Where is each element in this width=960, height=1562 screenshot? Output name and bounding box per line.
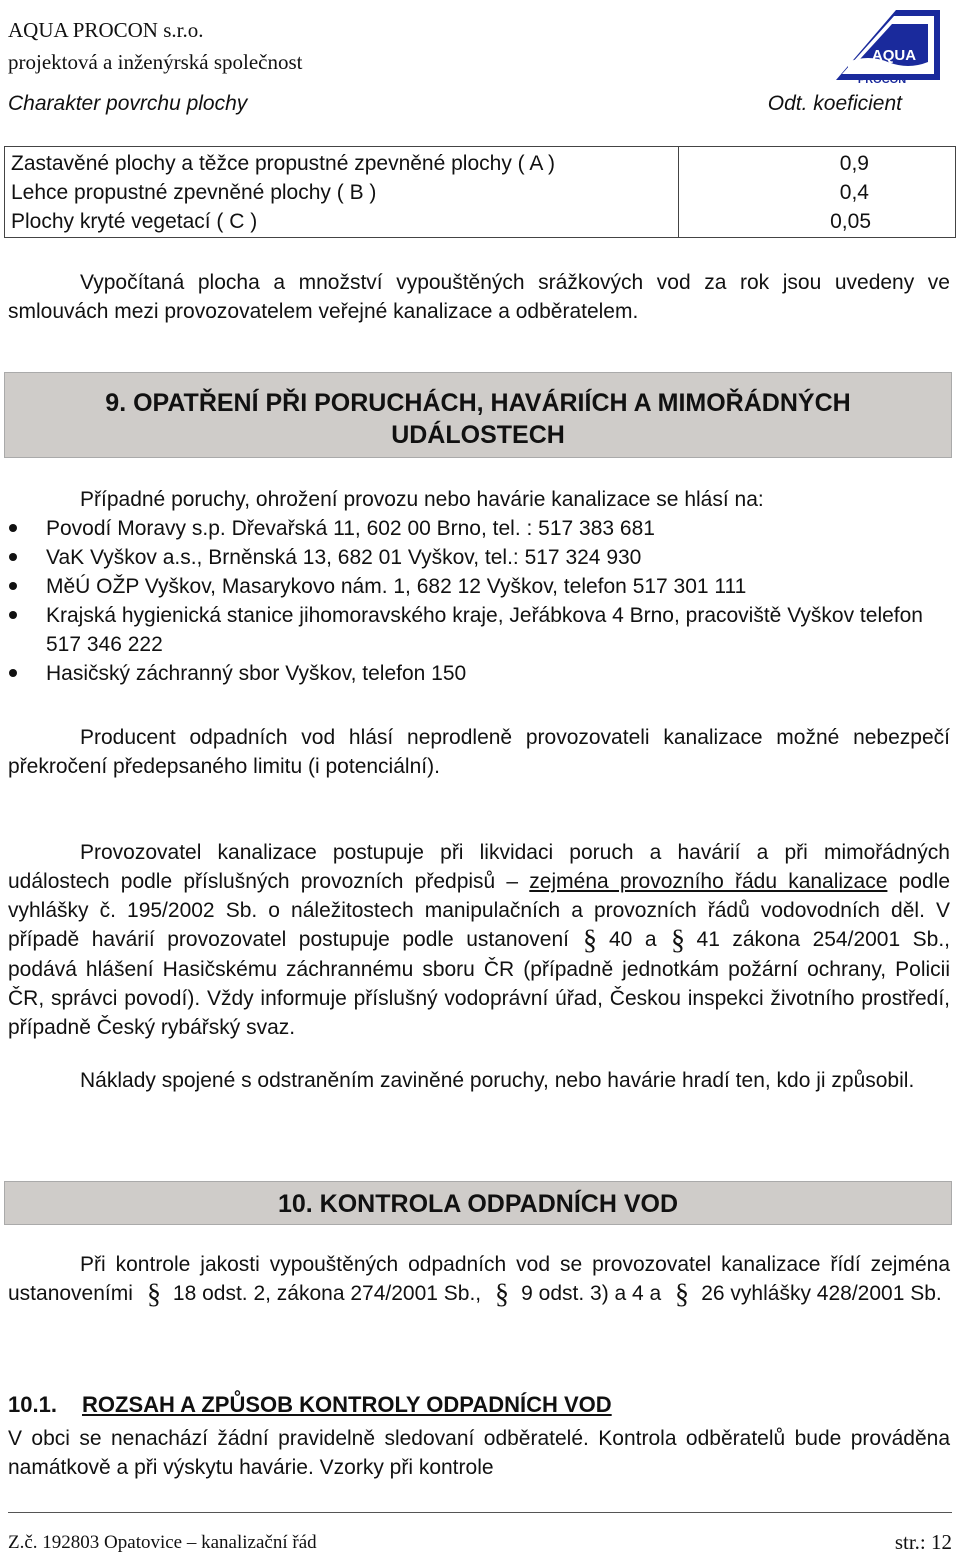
list-item [8, 601, 948, 659]
bullet-icon [9, 582, 17, 590]
operator-text-b: podle vyhlášky č. 195/2002 Sb. o náležitostech manipulačních a provozních řádů vodovodních děl. V případě havárií provozovatel postupuje podle ustanovení [8, 870, 950, 951]
company-name: AQUA PROCON s.r.o. [8, 18, 204, 42]
company-subtitle: projektová a inženýrská společnost [8, 50, 303, 74]
section-sign-icon [493, 1279, 511, 1309]
page-number: str.: 12 [894, 1530, 952, 1554]
svg-text:§: § [582, 925, 597, 955]
section-sign-icon [669, 925, 687, 955]
coefficient-table [4, 146, 956, 238]
table-row [5, 149, 955, 178]
table-row [5, 207, 955, 236]
row-label: Plochy kryté vegetací ( C ) [11, 210, 258, 233]
s10-text-a: Při kontrole jakosti vypouštěných odpadních vod se provozovatel kanalizace řídí zejména ustanoveními [8, 1253, 950, 1305]
contact-text: VaK Vyškov a.s., Brněnská 13, 682 01 Vyškov, tel.: 517 324 930 [46, 546, 642, 569]
logo-text-procon: PROCON [857, 74, 907, 86]
contact-text: Povodí Moravy s.p. Dřevařská 11, 602 00 Brno, tel. : 517 383 681 [46, 517, 655, 540]
row-value: 0,05 [830, 210, 871, 233]
column-header-surface: Charakter povrchu plochy [8, 92, 248, 115]
section-9-lead: Případné poruchy, ohrožení provozu nebo havárie kanalizace se hlásí na: [80, 488, 764, 511]
operator-text-c: 40 a [608, 928, 657, 951]
list-item [8, 514, 948, 543]
section-sign-icon [673, 1279, 691, 1309]
aqua-procon-logo [828, 4, 946, 86]
subsection-10-1-text: V obci se nenachází žádní pravidelně sledovaní odběratelé. Kontrola odběratelů bude prováděna namátkově a při výskytu havárie. Vzorky při kontrole [8, 1427, 950, 1479]
bullet-icon [9, 669, 17, 677]
intro-paragraph: Vypočítaná plocha a množství vypouštěných srážkových vod za rok jsou uvedeny ve smlouvách mezi provozovatelem veřejné kanalizace a odběratelem. [8, 271, 950, 323]
subsection-number: 10.1. [8, 1392, 57, 1417]
contact-text: MěÚ OŽP Vyškov, Masarykovo nám. 1, 682 12 Vyškov, telefon 517 301 111 [46, 575, 747, 598]
column-header-coefficient: Odt. koeficient [767, 92, 902, 115]
section-sign-icon [145, 1279, 163, 1309]
bullet-icon [9, 611, 17, 619]
logo-text-aqua: AQUA [871, 47, 917, 64]
subsection-title: ROZSAH A ZPŮSOB KONTROLY ODPADNÍCH VOD [82, 1392, 612, 1417]
svg-text:§: § [495, 1279, 510, 1309]
svg-text:§: § [670, 925, 685, 955]
operator-text-d: 41 zákona 254/2001 Sb., podává hlášení Hasičskému záchrannému sboru ČR (případně jednotkám požární ochrany, Policii ČR, správci povodí). Vždy informuje příslušný vodoprávní úřad, Českou inspekci životního prostředí, případně Český rybářský svaz. [8, 928, 951, 1039]
subsection-10-1-heading [8, 1392, 612, 1418]
footer-document-id: Z.č. 192803 Opatovice – kanalizační řád [8, 1532, 317, 1553]
contact-list [8, 514, 948, 688]
s10-text-c: 9 odst. 3) a 4 a [521, 1282, 662, 1305]
row-value: 0,4 [839, 181, 869, 204]
s10-text-d: 26 vyhlášky 428/2001 Sb. [701, 1282, 942, 1305]
operator-text-a: Provozovatel kanalizace postupuje při likvidaci poruch a havárií a při mimořádných událostech podle příslušných provozních předpisů – [8, 841, 950, 893]
svg-text:§: § [675, 1279, 690, 1309]
section-9-title-line1: 9. OPATŘENÍ PŘI PORUCHÁCH, HAVÁRIÍCH A MIMOŘÁDNÝCH [105, 389, 851, 417]
bullet-icon [9, 553, 17, 561]
producer-paragraph: Producent odpadních vod hlásí neprodleně provozovateli kanalizace možné nebezpečí překročení předepsaného limitu (i potenciální). [8, 726, 950, 778]
row-label: Lehce propustné zpevněné plochy ( B ) [11, 181, 377, 204]
list-item [8, 659, 948, 688]
row-label: Zastavěné plochy a těžce propustné zpevněné plochy ( A ) [11, 152, 556, 175]
list-item [8, 572, 948, 601]
section-10-paragraph [8, 1250, 950, 1309]
section-sign-icon [581, 925, 599, 955]
list-item [8, 543, 948, 572]
costs-paragraph: Náklady spojené s odstraněním zaviněné poruchy, nebo havárie hradí ten, kdo ji způsobil. [80, 1069, 915, 1092]
operator-paragraph [8, 838, 950, 1042]
contact-text: Hasičský záchranný sbor Vyškov, telefon 150 [46, 662, 467, 685]
section-9-heading [4, 372, 952, 458]
footer-divider [8, 1512, 952, 1513]
section-10-heading: 10. KONTROLA ODPADNÍCH VOD [4, 1181, 952, 1225]
row-value: 0,9 [839, 152, 869, 175]
s10-text-b: 18 odst. 2, zákona 274/2001 Sb., [172, 1282, 482, 1305]
section-9-title-line2: UDÁLOSTECH [391, 421, 565, 449]
operator-text-underlined: zejména provozního řádu kanalizace [529, 870, 888, 893]
bullet-icon [9, 524, 17, 532]
svg-text:§: § [146, 1279, 161, 1309]
contact-text: Krajská hygienická stanice jihomoravského kraje, Jeřábkova 4 Brno, pracoviště Vyškov telefon 517 346 222 [46, 604, 923, 656]
table-row [5, 178, 955, 207]
